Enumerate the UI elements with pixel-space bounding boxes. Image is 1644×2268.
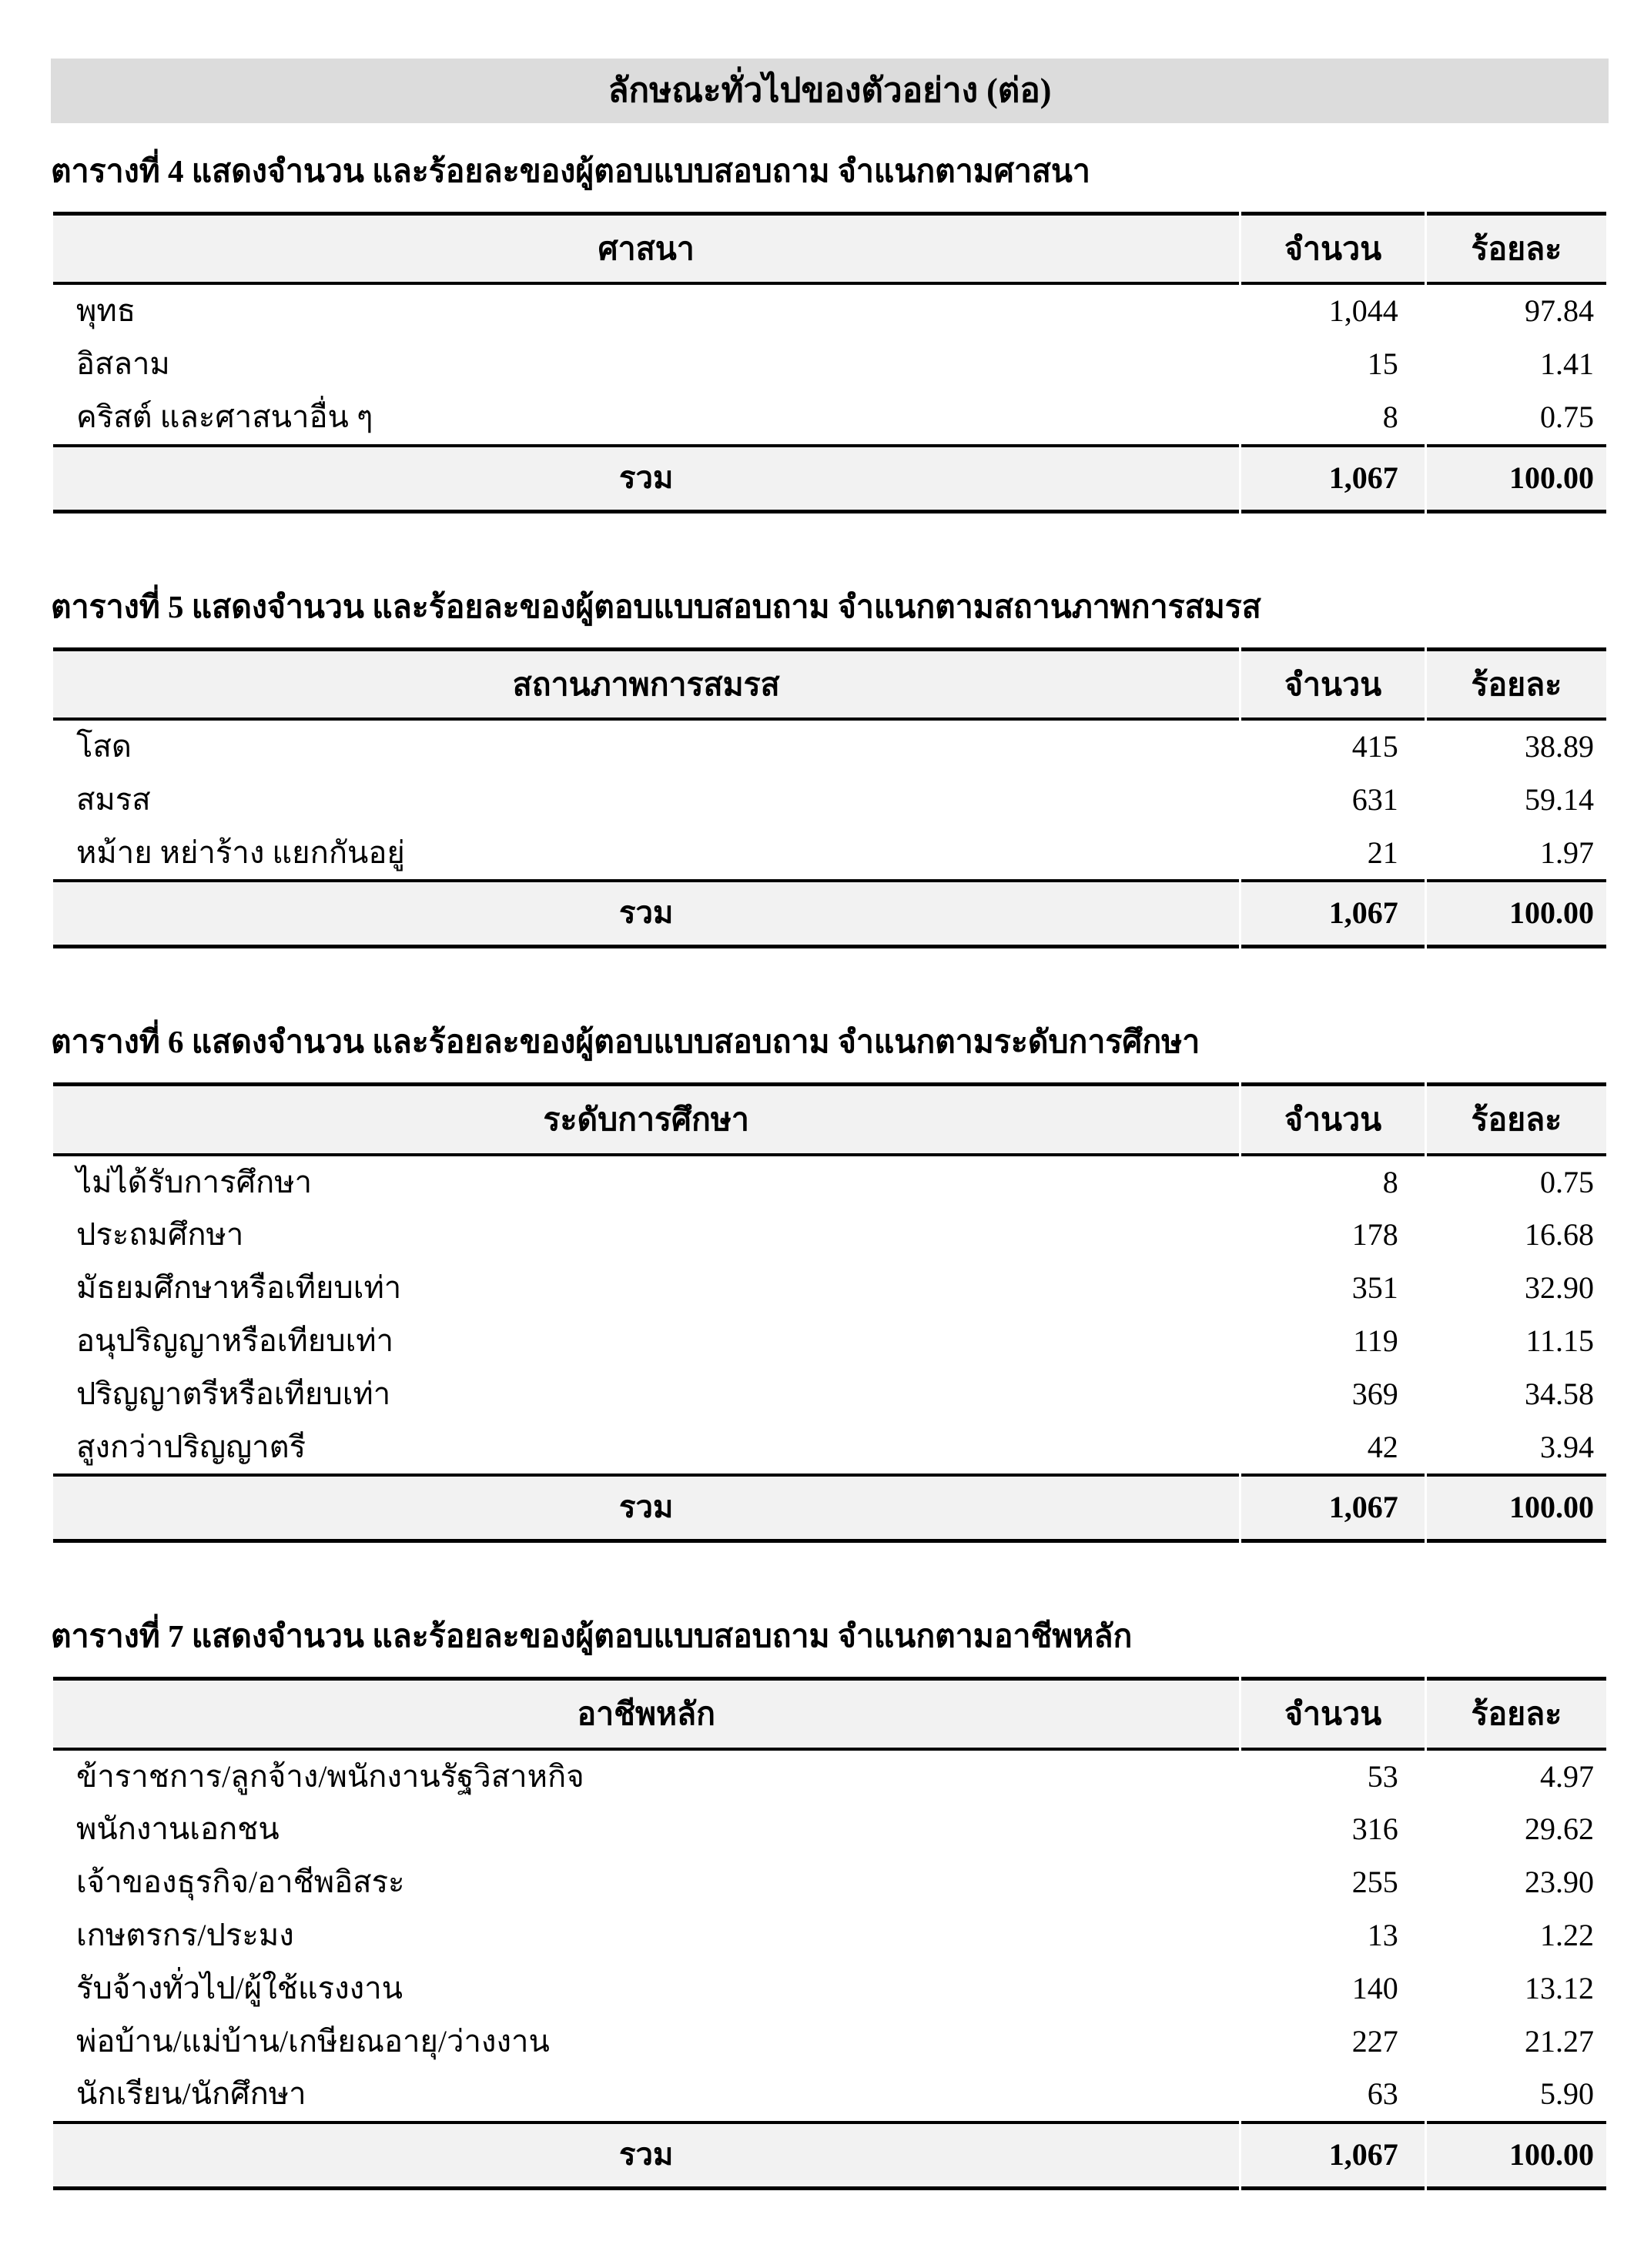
row-label: ไม่ได้รับการศึกษา <box>53 1156 1239 1209</box>
column-header-count: จำนวน <box>1241 1677 1424 1750</box>
row-count: 631 <box>1241 774 1424 827</box>
table-caption: ตารางที่ 7 แสดงจำนวน และร้อยละของผู้ตอบแบบสอบถาม จำแนกตามอาชีพหลัก <box>51 1618 1133 1654</box>
row-label: รับจ้างทั่วไป/ผู้ใช้แรงงาน <box>53 1962 1239 2015</box>
total-count: 1,067 <box>1241 1474 1424 1543</box>
column-header-category: อาชีพหลัก <box>53 1677 1239 1750</box>
column-header-count: จำนวน <box>1241 1082 1424 1156</box>
table-row <box>53 1421 1606 1474</box>
table-row <box>53 1262 1606 1315</box>
column-header-category: ระดับการศึกษา <box>53 1082 1239 1156</box>
column-header-percent: ร้อยละ <box>1427 212 1606 285</box>
row-label: ข้าราชการ/ลูกจ้าง/พนักงานรัฐวิสาหกิจ <box>53 1751 1239 1804</box>
row-label: หม้าย หย่าร้าง แยกกันอยู่ <box>53 827 1239 880</box>
total-percent: 100.00 <box>1427 2121 1606 2190</box>
column-header-count: จำนวน <box>1241 647 1424 721</box>
table-row <box>53 2015 1606 2069</box>
table-row <box>53 285 1606 338</box>
row-count: 140 <box>1241 1962 1424 2015</box>
row-percent: 97.84 <box>1427 285 1606 338</box>
row-count: 316 <box>1241 1803 1424 1856</box>
row-count: 227 <box>1241 2015 1424 2069</box>
total-row <box>53 2121 1606 2190</box>
table-row <box>53 1909 1606 1962</box>
table-section <box>51 151 1609 513</box>
table-row <box>53 2068 1606 2121</box>
tables-container <box>51 151 1609 2190</box>
row-label: พ่อบ้าน/แม่บ้าน/เกษียณอายุ/ว่างงาน <box>53 2015 1239 2069</box>
column-header-percent: ร้อยละ <box>1427 1677 1606 1750</box>
row-percent: 3.94 <box>1427 1421 1606 1474</box>
total-label: รวม <box>53 2121 1239 2190</box>
row-label: สมรส <box>53 774 1239 827</box>
row-percent: 4.97 <box>1427 1751 1606 1804</box>
row-percent: 38.89 <box>1427 721 1606 774</box>
row-percent: 32.90 <box>1427 1262 1606 1315</box>
row-percent: 0.75 <box>1427 1156 1606 1209</box>
table-row <box>53 827 1606 880</box>
column-header-percent: ร้อยละ <box>1427 1082 1606 1156</box>
column-header-percent: ร้อยละ <box>1427 647 1606 721</box>
total-label: รวม <box>53 444 1239 513</box>
total-row <box>53 879 1606 948</box>
table-row <box>53 1156 1606 1209</box>
row-count: 369 <box>1241 1368 1424 1421</box>
column-header-count: จำนวน <box>1241 212 1424 285</box>
table-row <box>53 721 1606 774</box>
table-body <box>53 285 1606 443</box>
table-row <box>53 1209 1606 1262</box>
row-percent: 13.12 <box>1427 1962 1606 2015</box>
table-row <box>53 1962 1606 2015</box>
row-label: คริสต์ และศาสนาอื่น ๆ <box>53 391 1239 444</box>
row-percent: 1.22 <box>1427 1909 1606 1962</box>
row-percent: 34.58 <box>1427 1368 1606 1421</box>
row-percent: 59.14 <box>1427 774 1606 827</box>
row-label: อนุปริญญาหรือเทียบเท่า <box>53 1315 1239 1368</box>
row-percent: 5.90 <box>1427 2068 1606 2121</box>
row-percent: 29.62 <box>1427 1803 1606 1856</box>
data-table <box>51 647 1609 948</box>
table-header-row <box>53 1082 1606 1156</box>
table-row <box>53 391 1606 444</box>
column-header-category: ศาสนา <box>53 212 1239 285</box>
total-row <box>53 444 1606 513</box>
row-count: 8 <box>1241 391 1424 444</box>
total-label: รวม <box>53 1474 1239 1543</box>
row-label: เกษตรกร/ประมง <box>53 1909 1239 1962</box>
row-label: ประถมศึกษา <box>53 1209 1239 1262</box>
data-table <box>51 212 1609 513</box>
row-count: 178 <box>1241 1209 1424 1262</box>
table-row <box>53 1315 1606 1368</box>
table-section <box>51 1616 1609 2190</box>
data-table <box>51 1677 1609 2189</box>
row-count: 21 <box>1241 827 1424 880</box>
row-label: พุทธ <box>53 285 1239 338</box>
table-header-row <box>53 212 1606 285</box>
table-body <box>53 721 1606 879</box>
table-body <box>53 1751 1606 2122</box>
total-percent: 100.00 <box>1427 1474 1606 1543</box>
table-section <box>51 587 1609 949</box>
total-percent: 100.00 <box>1427 879 1606 948</box>
row-count: 53 <box>1241 1751 1424 1804</box>
table-row <box>53 774 1606 827</box>
total-count: 1,067 <box>1241 879 1424 948</box>
row-label: มัธยมศึกษาหรือเทียบเท่า <box>53 1262 1239 1315</box>
page-banner-title: ลักษณะทั่วไปของตัวอย่าง (ต่อ) <box>608 71 1052 109</box>
total-label: รวม <box>53 879 1239 948</box>
row-percent: 11.15 <box>1427 1315 1606 1368</box>
row-count: 42 <box>1241 1421 1424 1474</box>
row-percent: 16.68 <box>1427 1209 1606 1262</box>
row-count: 1,044 <box>1241 285 1424 338</box>
row-label: เจ้าของธุรกิจ/อาชีพอิสระ <box>53 1856 1239 1909</box>
row-count: 13 <box>1241 1909 1424 1962</box>
row-label: โสด <box>53 721 1239 774</box>
table-section <box>51 1022 1609 1543</box>
row-count: 63 <box>1241 2068 1424 2121</box>
row-count: 15 <box>1241 338 1424 391</box>
table-row <box>53 1751 1606 1804</box>
row-percent: 23.90 <box>1427 1856 1606 1909</box>
total-count: 1,067 <box>1241 444 1424 513</box>
table-caption: ตารางที่ 6 แสดงจำนวน และร้อยละของผู้ตอบแบบสอบถาม จำแนกตามระดับการศึกษา <box>51 1024 1200 1060</box>
row-count: 8 <box>1241 1156 1424 1209</box>
row-percent: 1.97 <box>1427 827 1606 880</box>
row-label: พนักงานเอกชน <box>53 1803 1239 1856</box>
row-count: 415 <box>1241 721 1424 774</box>
row-percent: 1.41 <box>1427 338 1606 391</box>
row-percent: 21.27 <box>1427 2015 1606 2069</box>
table-row <box>53 338 1606 391</box>
page-banner <box>51 59 1609 123</box>
table-row <box>53 1803 1606 1856</box>
row-label: สูงกว่าปริญญาตรี <box>53 1421 1239 1474</box>
row-label: อิสลาม <box>53 338 1239 391</box>
table-caption: ตารางที่ 4 แสดงจำนวน และร้อยละของผู้ตอบแบบสอบถาม จำแนกตามศาสนา <box>51 153 1090 189</box>
row-count: 119 <box>1241 1315 1424 1368</box>
row-label: ปริญญาตรีหรือเทียบเท่า <box>53 1368 1239 1421</box>
table-row <box>53 1856 1606 1909</box>
row-label: นักเรียน/นักศึกษา <box>53 2068 1239 2121</box>
column-header-category: สถานภาพการสมรส <box>53 647 1239 721</box>
row-count: 255 <box>1241 1856 1424 1909</box>
table-caption: ตารางที่ 5 แสดงจำนวน และร้อยละของผู้ตอบแบบสอบถาม จำแนกตามสถานภาพการสมรส <box>51 588 1261 624</box>
table-header-row <box>53 647 1606 721</box>
row-count: 351 <box>1241 1262 1424 1315</box>
row-percent: 0.75 <box>1427 391 1606 444</box>
table-header-row <box>53 1677 1606 1750</box>
total-row <box>53 1474 1606 1543</box>
table-body <box>53 1156 1606 1474</box>
data-table <box>51 1082 1609 1543</box>
total-count: 1,067 <box>1241 2121 1424 2190</box>
table-row <box>53 1368 1606 1421</box>
total-percent: 100.00 <box>1427 444 1606 513</box>
